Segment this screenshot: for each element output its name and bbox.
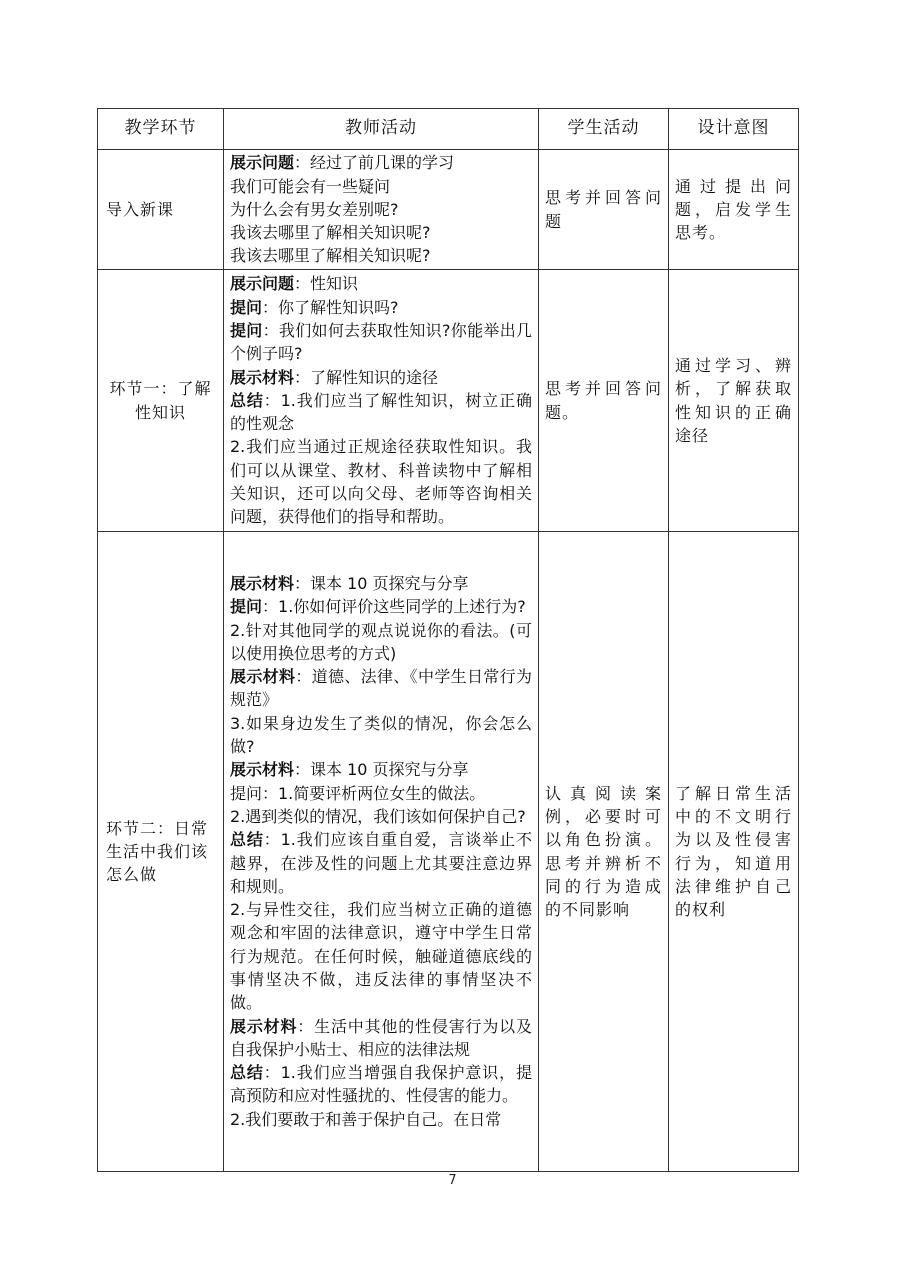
teacher-activity-line	[230, 272, 532, 295]
teacher-activity-cell	[224, 150, 539, 270]
stage-cell: 环节二：日常生活中我们该怎么做	[98, 532, 224, 1172]
teacher-activity-line	[230, 828, 532, 898]
teacher-activity-line	[230, 296, 532, 319]
teacher-activity-line	[230, 758, 532, 781]
teacher-activity-line	[230, 1108, 532, 1131]
activity-text: ：性知识	[294, 274, 359, 294]
activity-text: 我们可能会有一些疑问	[230, 176, 391, 196]
activity-text: 2.针对其他同学的观点说说你的看法。(可以使用换位思考的方式)	[230, 620, 532, 663]
activity-label: 展示问题	[230, 274, 295, 294]
student-activity-cell: 认真阅读案例，必要时可以角色扮演。思考并辨析不同的行为造成的不同影响	[539, 532, 669, 1172]
activity-text: ：1.你如何评价这些同学的上述行为?	[262, 597, 526, 617]
teacher-activity-line	[230, 595, 532, 618]
student-activity-cell: 思考并回答问题	[539, 150, 669, 270]
teacher-activity-line	[230, 244, 532, 267]
activity-text: ：我们如何去获取性知识?你能举出几个例子吗?	[230, 320, 532, 364]
teacher-activity-line	[230, 319, 532, 366]
design-intent-cell: 了解日常生活中的不文明行为以及性侵害行为，知道用法律维护自己的权利	[669, 532, 799, 1172]
teacher-activity-cell	[224, 270, 539, 532]
activity-text: 2.与异性交往，我们应当树立正确的道德观念和牢固的法律意识，遵守中学生日常行为规范。在任何时候，触碰道德底线的事情坚决不做，违反法律的事情坚决不做。	[230, 900, 532, 1013]
activity-label: 展示材料	[230, 573, 295, 593]
teacher-activity-line	[230, 805, 532, 828]
activity-text: 我该去哪里了解相关知识呢?	[230, 246, 431, 266]
teacher-activity-line	[230, 366, 532, 389]
activity-text: ：你了解性知识吗?	[262, 297, 399, 317]
teacher-activity-line	[230, 175, 532, 198]
teacher-activity-line	[230, 1015, 532, 1062]
activity-label: 展示材料	[230, 667, 296, 687]
activity-text: 为什么会有男女差别呢?	[230, 199, 399, 219]
teacher-activity-line	[230, 782, 532, 805]
stage-cell: 导入新课	[98, 150, 224, 270]
activity-label: 提问	[230, 297, 263, 317]
activity-text: 提问：1.简要评析两位女生的做法。	[230, 783, 486, 803]
table-row	[98, 270, 799, 532]
header-design-intent: 设计意图	[669, 109, 799, 150]
activity-label: 提问	[230, 597, 263, 617]
activity-text: ：1.我们应当增强自我保护意识，提高预防和应对性骚扰的、性侵害的能力。	[230, 1063, 532, 1106]
activity-text: ：1.我们应当了解性知识，树立正确的性观念	[230, 390, 532, 434]
stage-cell	[98, 270, 224, 532]
student-activity-cell: 思考并回答问题。	[539, 270, 669, 532]
header-stage: 教学环节	[98, 109, 224, 150]
activity-text: ：道德、法律、《中学生日常行为规范》	[230, 667, 532, 710]
activity-label: 提问	[230, 320, 263, 340]
activity-text: ：课本 10 页探究与分享	[294, 760, 469, 780]
activity-label: 总结	[230, 390, 264, 410]
teacher-activity-line	[230, 572, 532, 595]
teacher-activity-cell	[224, 532, 539, 1172]
header-student-activity: 学生活动	[539, 109, 669, 150]
teacher-activity-line	[230, 665, 532, 712]
activity-text: 2.遇到类似的情况，我们该如何保护自己?	[230, 806, 526, 826]
activity-text: ：了解性知识的途径	[294, 367, 439, 387]
activity-text: 我该去哪里了解相关知识呢?	[230, 223, 431, 243]
teacher-activity-line	[230, 389, 532, 436]
page-number: 7	[448, 1173, 457, 1188]
lesson-plan-table	[97, 108, 799, 1172]
teacher-activity-line	[230, 898, 532, 1014]
design-intent-cell: 通过学习、辨析，了解获取性知识的正确途径	[669, 270, 799, 532]
activity-label: 展示材料	[230, 367, 295, 387]
activity-label: 展示材料	[230, 1016, 298, 1036]
activity-text: ：1.我们应该自重自爱，言谈举止不越界，在涉及性的问题上尤其要注意边界和规则。	[230, 830, 532, 896]
activity-text: 3.如果身边发生了类似的情况，你会怎么做?	[230, 713, 532, 757]
activity-label: 总结	[230, 1063, 264, 1083]
teacher-activity-line	[230, 151, 532, 174]
activity-text: ：课本 10 页探究与分享	[294, 573, 469, 593]
teacher-activity-line	[230, 619, 532, 666]
activity-text: ：生活中其他的性侵害行为以及自我保护小贴士、相应的法律法规	[230, 1016, 532, 1059]
activity-label: 展示材料	[230, 760, 295, 780]
teacher-activity-line	[230, 198, 532, 221]
activity-text: ：经过了前几课的学习	[294, 153, 455, 173]
activity-text: 2.我们要敢于和善于保护自己。在日常	[230, 1109, 502, 1129]
activity-label: 展示问题	[230, 153, 295, 173]
teacher-activity-line	[230, 435, 532, 528]
table-header-row	[98, 109, 799, 150]
table-row	[98, 150, 799, 270]
teacher-activity-line	[230, 1061, 532, 1108]
teacher-activity-line	[230, 221, 532, 244]
activity-label: 总结	[230, 830, 264, 850]
teacher-activity-line	[230, 712, 532, 759]
table-row	[98, 532, 799, 1172]
header-teacher-activity: 教师活动	[224, 109, 539, 150]
activity-text: 2.我们应当通过正规途径获取性知识。我们可以从课堂、教材、科普读物中了解相关知识，还可以向父母、老师等咨询相关问题，获得他们的指导和帮助。	[230, 437, 532, 527]
stage-label: 环节一：了解性知识	[109, 379, 212, 422]
design-intent-cell: 通过提出问题，启发学生思考。	[669, 150, 799, 270]
